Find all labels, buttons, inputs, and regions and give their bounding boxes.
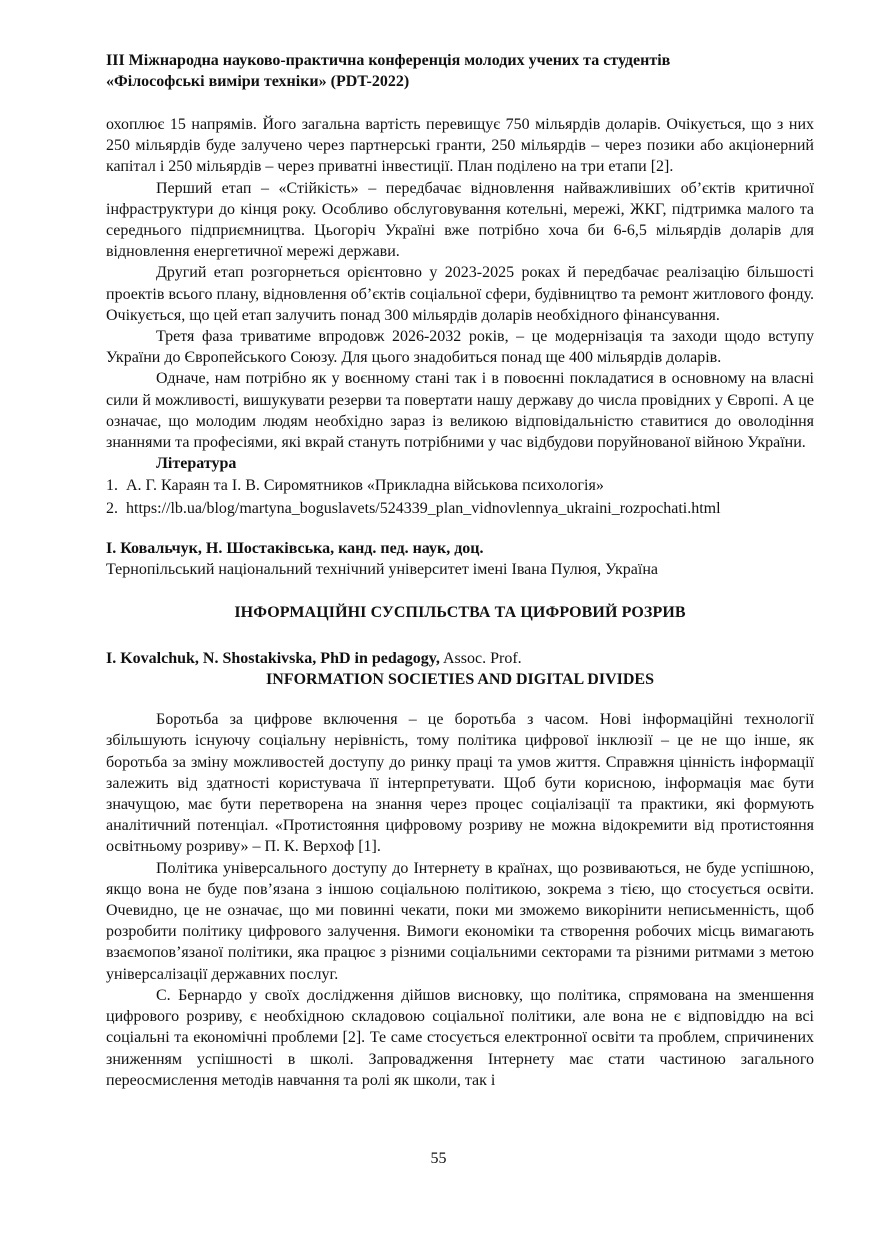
authors-en [106,648,814,669]
authors-en-rest: Assoc. Prof. [439,650,522,668]
affiliation: Тернопільський національний технічний університет імені Івана Пулюя, Україна [106,561,658,579]
reference-list [106,474,814,520]
paragraph: Другий етап розгорнеться орієнтовно у 2023-2025 роках й передбачає реалізацію більшості проектів всього плану, відновлення об’єктів соціальної сфери, будівництво та ремонт житлового фонду. Очікується, що цей етап залучить понад 300 мільярдів доларів необхідного фінансування. [106,264,814,324]
conference-header-line2: «Філософські виміри техніки» (PDT-2022) [106,73,410,90]
reference-item [106,497,814,520]
document-page [106,50,814,1091]
literature-title: Література [156,455,237,473]
article-title-ua: ІНФОРМАЦІЙНІ СУСПІЛЬСТВА ТА ЦИФРОВИЙ РОЗРИВ [234,604,686,622]
paragraph: Третя фаза триватиме впродовж 2026-2032 років, – це модернізація та заходи щодо вступу України до Європейського Союзу. Для цього знадобиться понад ще 400 мільярдів доларів. [106,328,814,367]
paragraph: С. Бернардо у своїх дослідження дійшов висновку, що політика, спрямована на зменшення цифрового розриву, є необхідною складовою соціальної політики, але вона не є відповіддю на всі соціальні та економічні проблеми [2]. Те саме стосується електронної освіти та проблем, спричинених зниженням успішності в школі. Запровадження Інтернету має стати частиною загального переосмислення методів навчання та ролі як школи, так і [106,986,814,1089]
paragraph: Одначе, нам потрібно як у воєнному стані так і в повоєнні покладатися в основному на власні сили й можливості, вишукувати резерви та повертати нашу державу до числа провідних у Європі. А це означає, що молодим людям необхідно зараз із великою відповідальністю ставитися до оволодіння знаннями та професіями, які вкрай стануть потрібними у час відбудови поруйнованої війною України. [106,370,814,452]
conference-header-line1: ІІІ Міжнародна науково-практична конференція молодих учених та студентів [106,52,671,69]
reference-item [106,474,814,497]
paragraph: Боротьба за цифрове включення – це боротьба з часом. Нові інформаційні технології збільшують існуючу соціальну нерівність, тому політика цифрової інклюзії – це не що інше, як боротьба за зміну можливостей доступу до ринку праці та умов життя. Справжня цінність інформації залежить від здатності користувача її інтерпретувати. Щоб бути корисною, інформація має бути значущою, має бути перетворена на знання через процес соціалізації та практики, які формують аналітичний потенціал. «Протистояння цифровому розриву не можна відокремити від протистояння освітньому розриву» – П. К. Верхоф [1]. [106,711,814,856]
reference-number: 1. [106,477,118,495]
page-number: 55 [430,1150,447,1167]
article-title-en: INFORMATION SOCIETIES AND DIGITAL DIVIDES [266,671,654,689]
paragraph: Перший етап – «Стійкість» – передбачає відновлення найважливіших об’єктів критичної інфраструктури до кінця року. Особливо обслуговування котельні, мережі, ЖКГ, підтримка малого та середнього підприємництва. Цьогоріч Україні вже потрібно хоча би 6-6,5 мільярдів доларів для відновлення енергетичної мережі держави. [106,179,814,261]
reference-text: https://lb.ua/blog/martyna_boguslavets/524339_plan_vidnovlennya_ukraini_rozpochati.html [126,500,721,518]
authors-ua [106,538,814,559]
reference-text: А. Г. Караян та І. В. Сиромятников «Прикладна військова психологія» [126,477,604,495]
reference-number: 2. [106,500,118,518]
conference-header [106,50,814,92]
paragraph: Політика універсального доступу до Інтернету в країнах, що розвиваються, не буде успішною, якщо вона не буде пов’язана з іншою соціальною політикою, зокрема з тією, що стосується освіти. Очевидно, це не означає, що ми повинні чекати, поки ми зможемо викорінити неписьменність, щоб розробити політику цифрового залучення. Вимоги економіки та створення робочих місць вимагають взаємопов’язаної політики, яка працює з різними соціальними секторами та різними ритмами з метою універсалізації державних послуг. [106,859,814,983]
authors-ua-text: І. Ковальчук, Н. Шостаківська, канд. пед. наук, доц. [106,540,484,558]
authors-en-bold: I. Kovalchuk, N. Shostakivska, PhD in pedagogy, [106,650,440,668]
paragraph: охоплює 15 напрямів. Його загальна вартість перевищує 750 мільярдів доларів. Очікується, що з них 250 мільярдів буде залучено через партнерські гранти, 250 мільярдів – через позики або акціонерний капітал і 250 мільярдів – через приватні інвестиції. План поділено на три етапи [2]. [106,116,814,176]
